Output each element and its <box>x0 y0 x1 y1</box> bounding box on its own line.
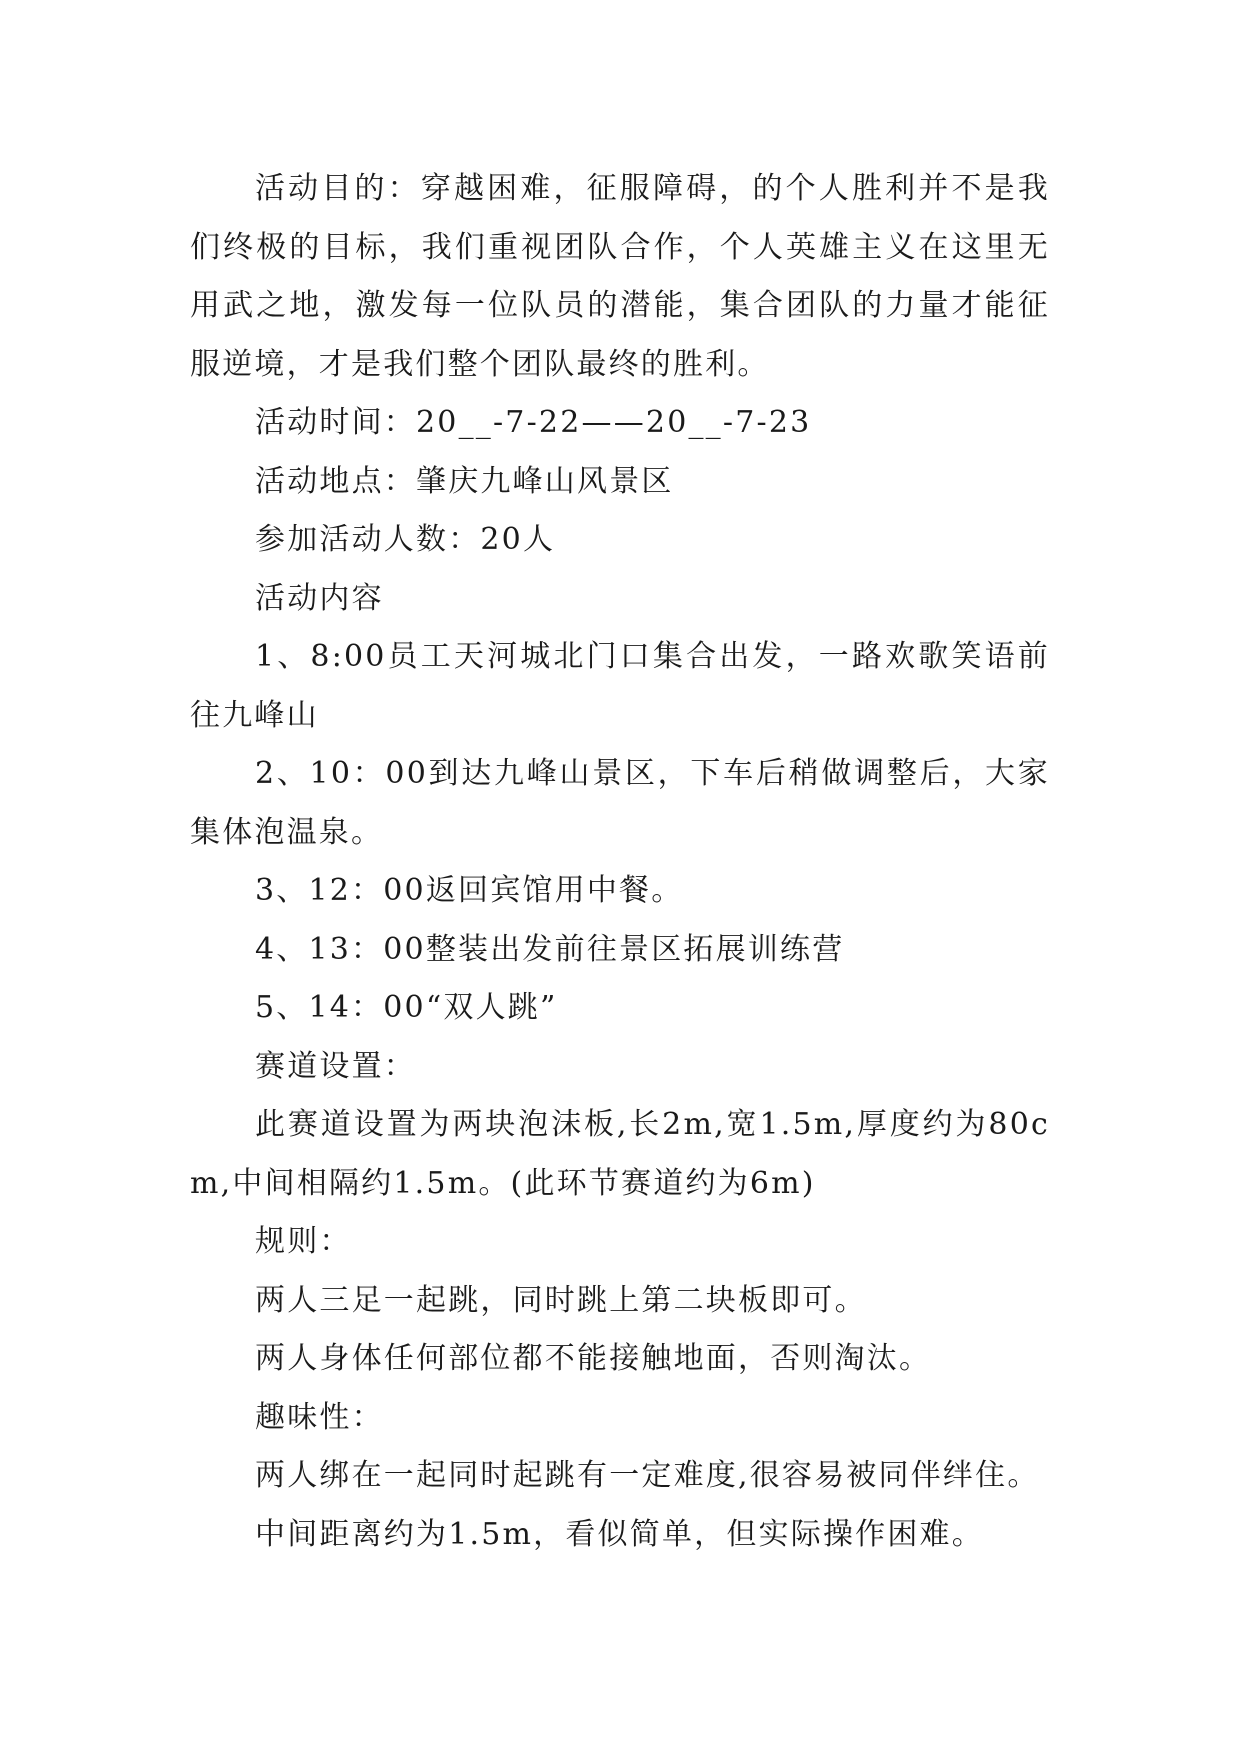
paragraph-track-setup: 此赛道设置为两块泡沫板,长2m,宽1.5m,厚度约为80cm,中间相隔约1.5m。(此环节赛道约为6m) <box>190 1107 1050 1201</box>
paragraph-item-3: 3、12：00返回宾馆用中餐。 <box>255 873 684 908</box>
paragraph-rule-1: 两人三足一起跳，同时跳上第二块板即可。 <box>255 1282 867 1318</box>
paragraph-track-heading: 赛道设置： <box>255 1048 416 1084</box>
paragraph-item-5: 5、14：00“双人跳” <box>255 990 558 1025</box>
paragraph-purpose: 活动目的：穿越困难，征服障碍，的个人胜利并不是我们终极的目标，我们重视团队合作，个人英雄主义在这里无用武之地，激发每一位队员的潜能，集合团队的力量才能征服逆境，才是我们整个团队最终的胜利。 <box>190 171 1050 382</box>
paragraph-fun-2: 中间距离约为1.5m，看似简单，但实际操作困难。 <box>255 1516 984 1552</box>
paragraph-fun-1: 两人绑在一起同时起跳有一定难度,很容易被同伴绊住。 <box>255 1458 1040 1493</box>
paragraph-item-1: 1、8:00员工天河城北门口集合出发，一路欢歌笑语前往九峰山 <box>190 639 1050 733</box>
paragraph-participants: 参加活动人数：20人 <box>255 522 556 557</box>
paragraph-item-4: 4、13：00整装出发前往景区拓展训练营 <box>255 931 845 967</box>
paragraph-fun-heading: 趣味性： <box>255 1399 384 1435</box>
paragraph-content-heading: 活动内容 <box>255 580 384 616</box>
paragraph-rules-heading: 规则： <box>255 1224 352 1259</box>
paragraph-item-2: 2、10：00到达九峰山景区，下车后稍做调整后，大家集体泡温泉。 <box>190 756 1050 850</box>
paragraph-location: 活动地点：肇庆九峰山风景区 <box>255 463 674 499</box>
paragraph-time: 活动时间：20__-7-22——20__-7-23 <box>255 405 812 440</box>
document-body <box>190 160 1050 1564</box>
paragraph-rule-2: 两人身体任何部位都不能接触地面，否则淘汰。 <box>255 1341 932 1376</box>
